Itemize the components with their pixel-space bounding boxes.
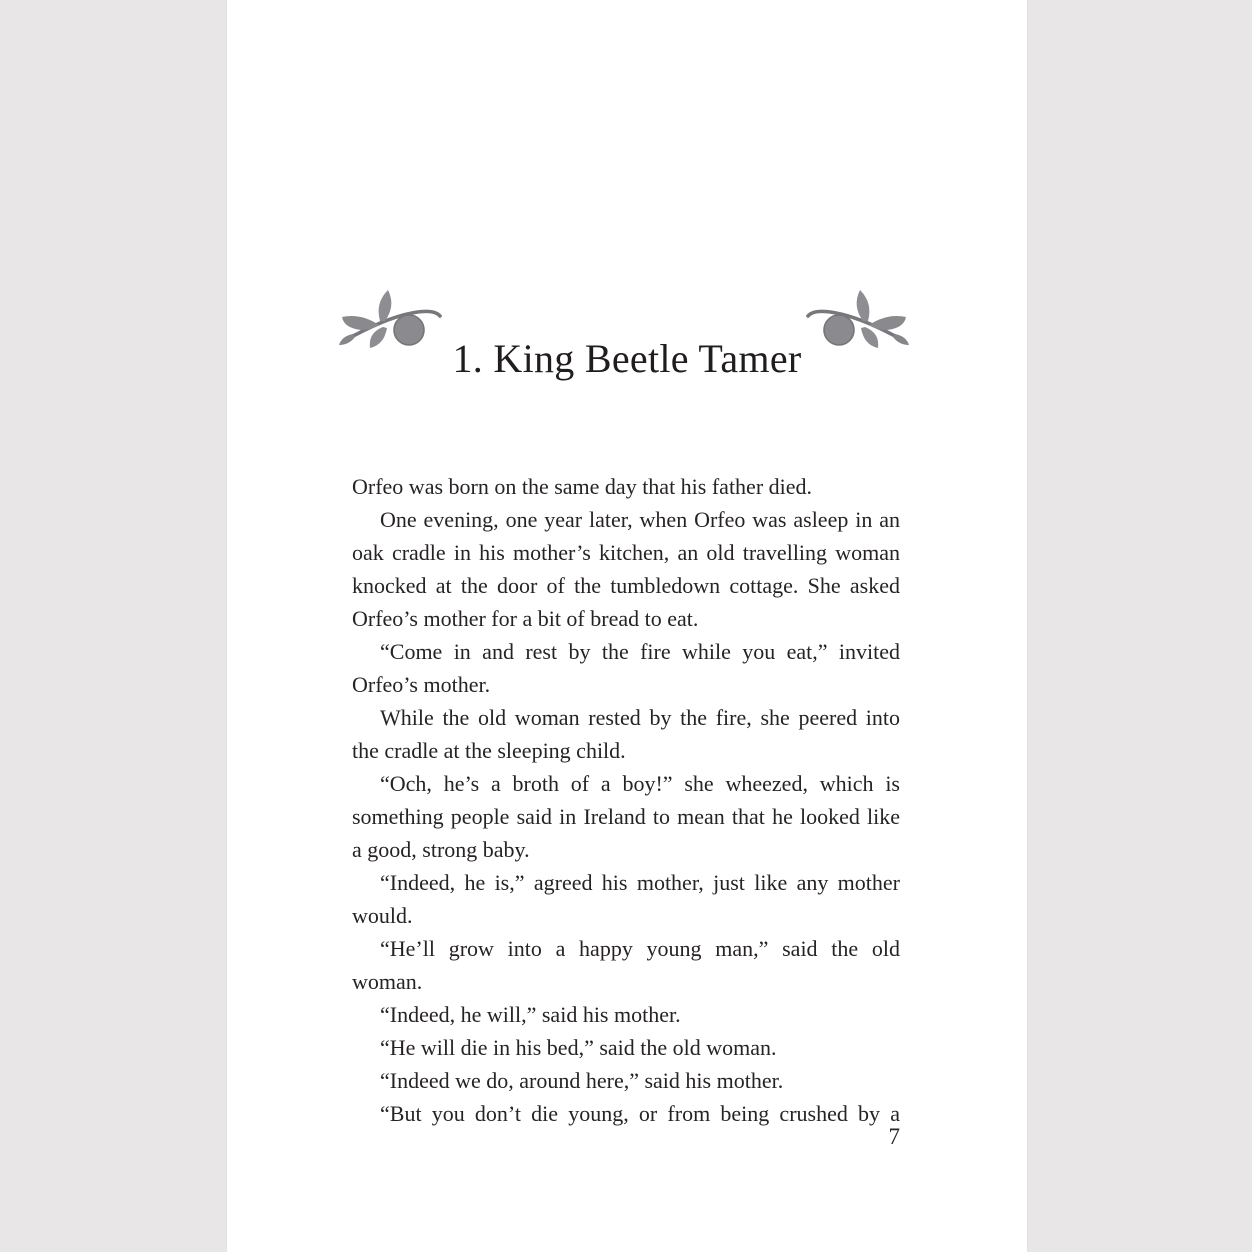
text-line: oak cradle in his mother’s kitchen, an old travelling woman [352,540,900,565]
paragraph [352,1097,900,1130]
text-line: a good, strong baby. [352,837,530,862]
paragraph [352,635,900,701]
text-line: Orfeo’s mother for a bit of bread to eat. [352,606,699,631]
text-line: knocked at the door of the tumbledown cottage. She asked [352,573,900,598]
paragraph [352,767,900,866]
paragraph [352,503,900,635]
text-line: something people said in Ireland to mean that he looked like [352,804,900,829]
text-line: “He’ll grow into a happy young man,” said the old woman. [352,936,900,994]
text-line: “Indeed we do, around here,” said his mother. [380,1068,784,1093]
paragraph [352,866,900,932]
text-line: “He will die in his bed,” said the old woman. [380,1035,777,1060]
text-line: While the old woman rested by the fire, she peered into [380,705,900,730]
text-line: “Come in and rest by the fire while you eat,” invited [380,639,900,664]
text-line: the cradle at the sleeping child. [352,738,626,763]
text-line: “Och, he’s a broth of a boy!” she wheezed, which is [380,771,900,796]
paragraph [352,470,900,503]
paragraph [352,1031,900,1064]
chapter-title: 1. King Beetle Tamer [452,336,802,381]
text-line: “But you don’t die young, or from being crushed by a [380,1101,900,1126]
text-line: “Indeed, he will,” said his mother. [380,1002,681,1027]
text-line: would. [352,903,413,928]
text-line: Orfeo was born on the same day that his father died. [352,474,813,499]
text-line: “Indeed, he is,” agreed his mother, just like any mother [380,870,900,895]
paragraph [352,932,900,998]
paragraph [352,998,900,1031]
paragraph [352,1064,900,1097]
text-line: One evening, one year later, when Orfeo was asleep in an [380,507,900,532]
page-number: 7 [888,1124,900,1149]
paragraph [352,701,900,767]
book-page [227,0,1027,1252]
body-text [352,470,900,1130]
text-line: Orfeo’s mother. [352,672,491,697]
